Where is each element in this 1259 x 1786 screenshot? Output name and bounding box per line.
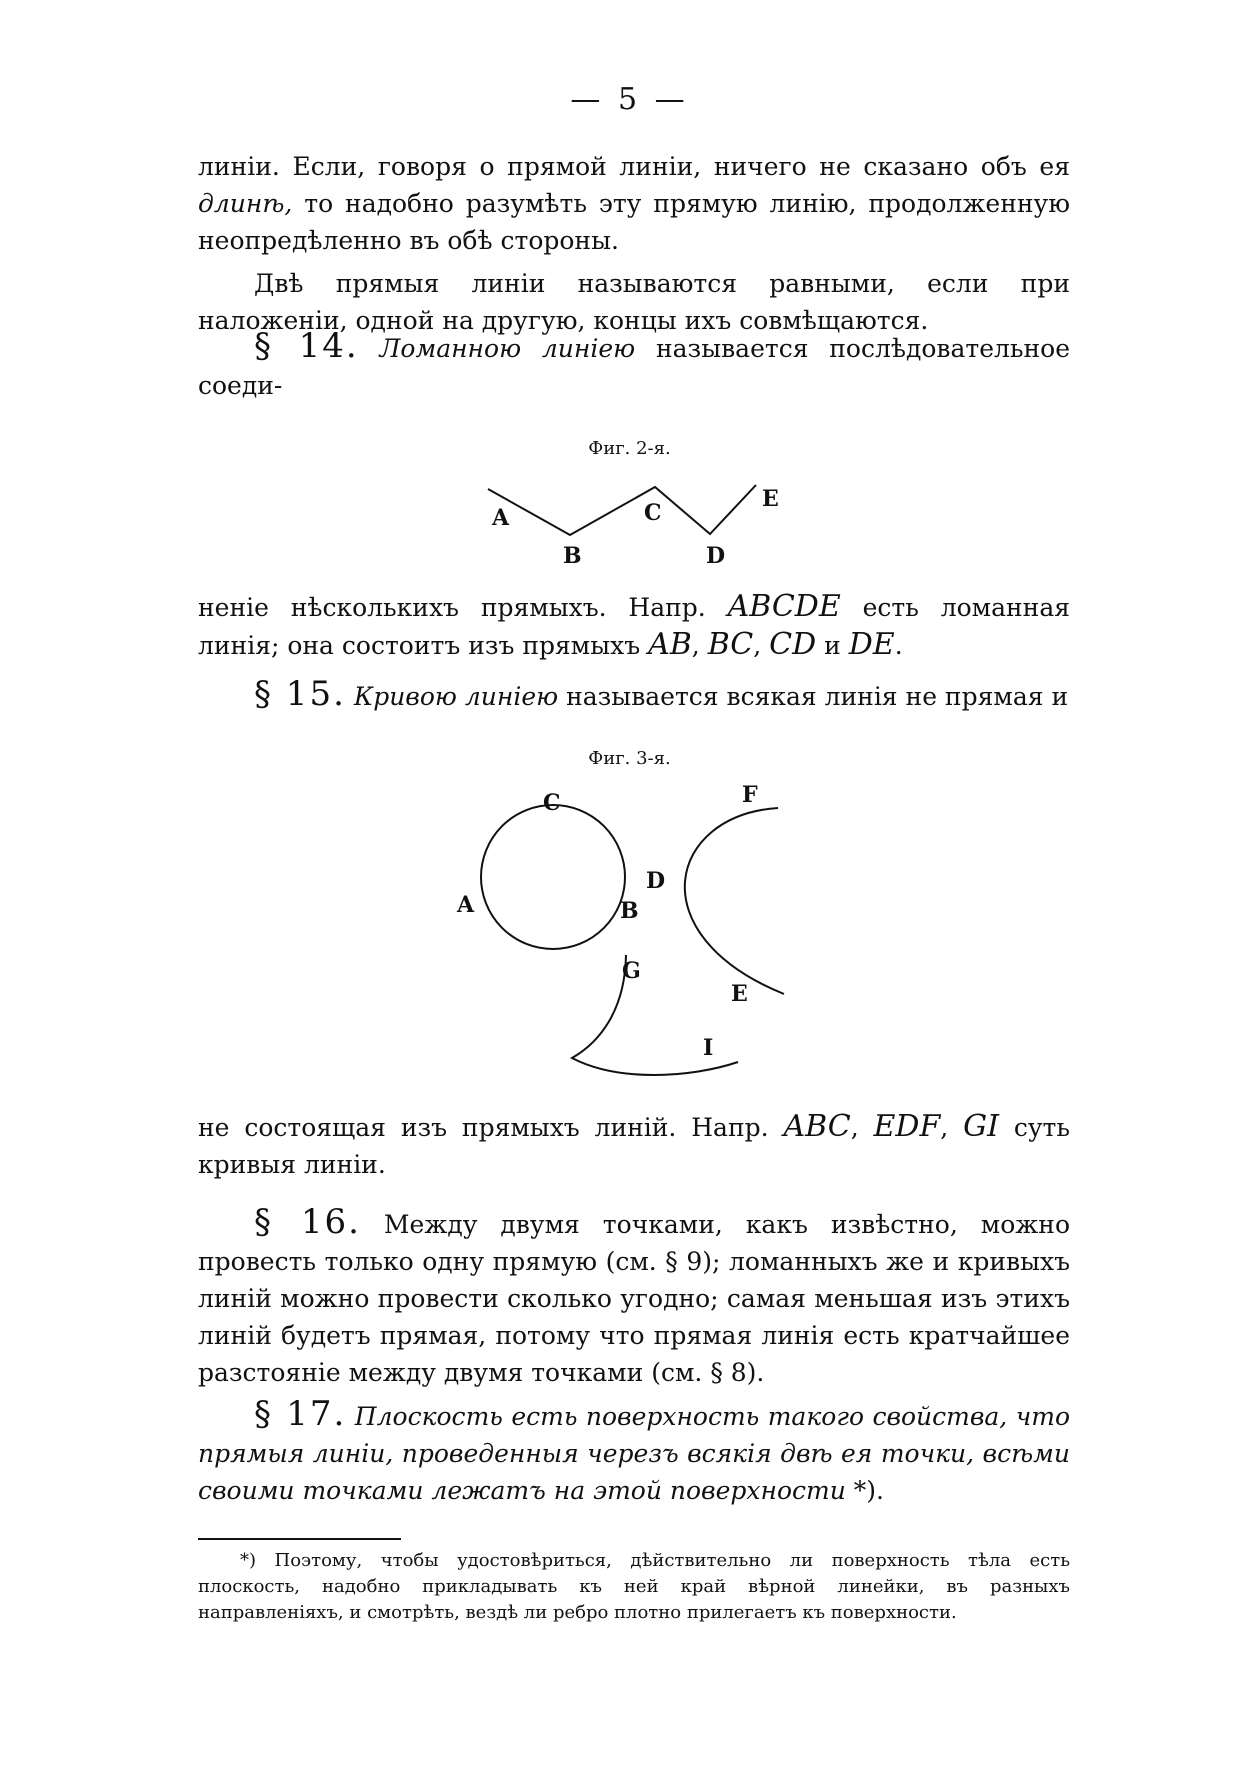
text-line: то надобно разумѣть эту прямую линію, продолженную неопредѣленно въ обѣ стороны. — [198, 189, 1070, 255]
section-term: Ломанною линіею — [379, 334, 636, 363]
section-number: § 15. — [254, 674, 346, 714]
segment-name: BC — [707, 627, 754, 662]
fig3-label-g: G — [622, 958, 641, 984]
fig3-label-e: E — [731, 981, 748, 1007]
fig2-label-d: D — [706, 543, 726, 569]
fig2-label-b: B — [563, 543, 582, 569]
arc-edf — [685, 808, 784, 994]
text-run: есть ломанная линія; она состоитъ изъ прямыхъ — [198, 593, 1070, 660]
fig3-label-d: D — [646, 868, 666, 894]
fig2-label-a: A — [492, 505, 510, 531]
fig3-label-c: C — [543, 790, 561, 816]
paragraph-equal-lines: Двѣ прямыя линіи называются равными, если при наложеніи, одной на другую, концы ихъ совмѣщаются. — [198, 269, 1070, 335]
section-term: Кривою линіею — [353, 682, 559, 711]
curve-name: EDF — [873, 1109, 941, 1144]
text-run: неніе нѣсколькихъ прямыхъ. Напр. — [198, 593, 728, 622]
text-line: линіи. Если, говоря о прямой линіи, ничего не сказано объ ея — [198, 152, 1070, 181]
section-number: § 14. — [254, 326, 359, 366]
italic-term: длинѣ, — [198, 189, 293, 218]
section-16 — [198, 1204, 1070, 1391]
section-15-heading — [198, 676, 1070, 715]
section-17 — [198, 1396, 1070, 1509]
text-run: . — [894, 631, 903, 660]
section-definition: Плоскость есть поверхность такого свойства, что прямыя линіи, проведенныя черезъ всякія двѣ ея точки, всѣми своими точками лежатъ на этой поверхности — [198, 1402, 1070, 1505]
text-run: не состоящая изъ прямыхъ линій. Напр. — [198, 1113, 784, 1142]
segment-name: AB — [648, 627, 692, 662]
fig3-label-a: A — [457, 892, 475, 918]
section-14-continuation: неніе нѣсколькихъ прямыхъ. Напр. ABCDE есть ломанная линія; она состоитъ изъ прямыхъ AB, BC, CD и DE. — [198, 589, 1070, 662]
line-name: ABCDE — [727, 589, 841, 624]
arc-gi — [572, 955, 738, 1075]
text-run: и — [816, 631, 849, 660]
footnote — [198, 1548, 1070, 1626]
fig3-label-i: I — [703, 1035, 714, 1061]
section-14-heading — [198, 328, 1070, 404]
paragraph-line-continuation — [198, 148, 1070, 259]
broken-line-path — [488, 485, 756, 535]
section-number: § 17. — [254, 1394, 347, 1434]
section-text: Между двумя точками, какъ извѣстно, можно провесть только одну прямую (см. § 9); ломанныхъ же и кривыхъ линій можно провести сколько угодно; самая меньшая изъ этихъ линій будетъ прямая, потому что прямая линія есть кратчайшее разстояніе между двумя точками (см. § 8). — [198, 1210, 1070, 1387]
fig3-label-b: B — [620, 898, 639, 924]
fig2-label-c: C — [644, 500, 662, 526]
text-run: суть кривыя линіи. — [198, 1113, 1070, 1179]
segment-name: CD — [769, 627, 817, 662]
curve-name: ABC — [783, 1109, 851, 1144]
footnote-rule — [198, 1538, 401, 1540]
segment-name: DE — [848, 627, 895, 662]
fig3-label-f: F — [742, 782, 758, 808]
opening-paragraphs — [198, 148, 1070, 339]
fig2-label-e: E — [762, 486, 779, 512]
footnote-text: *) Поэтому, чтобы удостовѣриться, дѣйствительно ли поверхность тѣла есть плоскость, надобно прикладывать къ ней край вѣрной линейки, въ разныхъ направленіяхъ, и смотрѣть, вездѣ ли ребро плотно прилегаетъ къ поверхности. — [198, 1550, 1070, 1623]
circle-abc — [481, 805, 625, 949]
curve-name: GI — [963, 1109, 999, 1144]
figure-3-caption: Фиг. 3-я. — [588, 748, 671, 769]
section-text: называется послѣдовательное соеди- — [198, 334, 1070, 400]
page-number: — 5 — — [570, 82, 689, 117]
section-15-continuation: не состоящая изъ прямыхъ линій. Напр. ABC, EDF, GI суть кривыя линіи. — [198, 1109, 1070, 1179]
figure-2-caption: Фиг. 2-я. — [588, 438, 671, 459]
section-text: называется всякая линія не прямая и — [558, 682, 1069, 711]
section-number: § 16. — [254, 1202, 361, 1242]
footnote-mark: *). — [845, 1476, 884, 1505]
